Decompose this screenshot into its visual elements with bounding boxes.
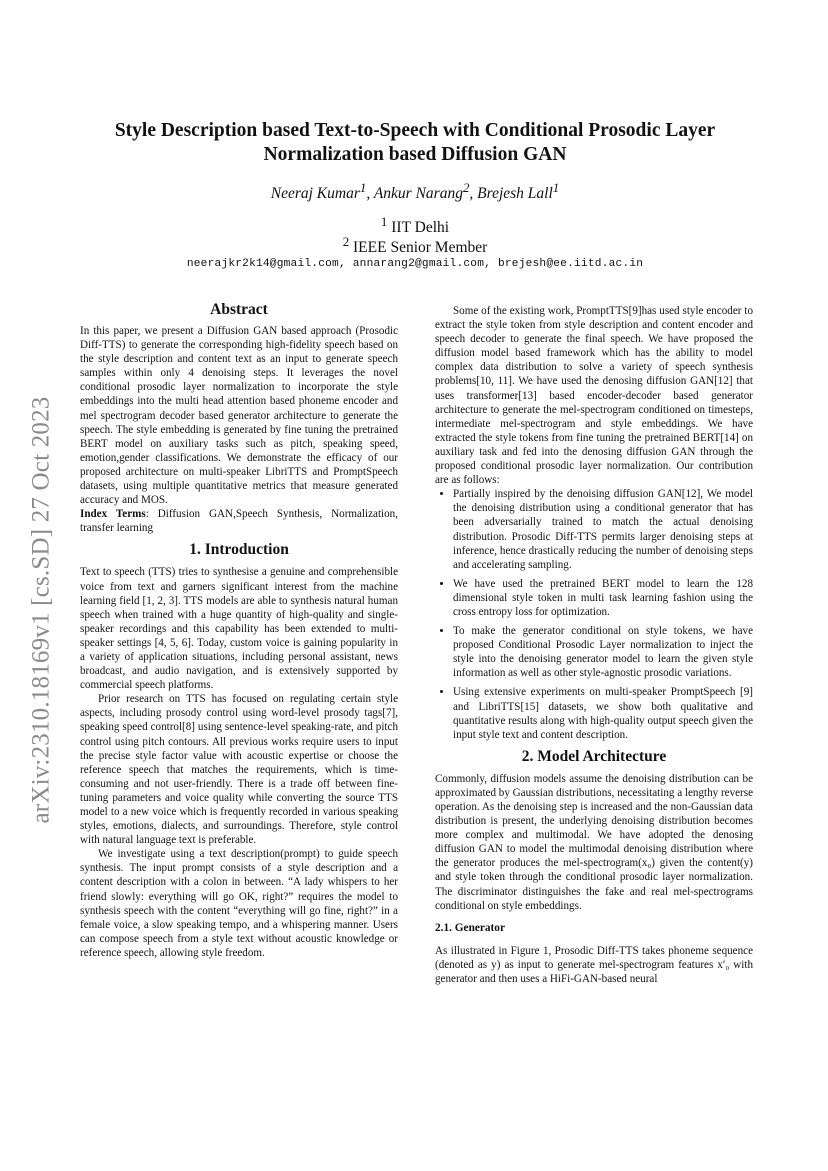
left-column bbox=[80, 300, 398, 960]
list-item: • Using extensive experiments on multi-speaker PromptSpeech [9] and LibriTTS[15] datasets, we show both qualitative and quantitative results along with high-quality output speech given the input style text and content description. bbox=[453, 685, 753, 741]
author-name: Neeraj Kumar bbox=[270, 185, 360, 203]
title-line-2: Normalization based Diffusion GAN bbox=[263, 144, 567, 165]
author-affil-mark: 2 bbox=[462, 180, 470, 195]
author-list: Neeraj Kumar$^1$, Ankur Narang$^2$, Brejesh Lall$^1$ bbox=[270, 180, 560, 203]
author-affil-mark: 1 bbox=[359, 180, 367, 195]
affil-mark: 1 bbox=[380, 214, 388, 229]
affil-name: IEEE Senior Member bbox=[353, 239, 488, 257]
index-terms-text: : Diffusion GAN,Speech Synthesis, Normalization, transfer learning bbox=[80, 508, 398, 535]
contribution-intro: Some of the existing work, PromptTTS[9]has used style encoder to extract the style token from style description and content encoder and speech decoder to generate the final speech. We have proposed the diffusion model based framework which has the ability to model complex data distribution to solve a variety of speech synthesis problems[10, 11]. We have used the denosing diffusion GAN[12] that uses transformer[13] based encoder-decoder based generator architecture to generate the mel-spectrogram conditioned on timesteps, intermediate mel-spectrogram and style embeddings. We have extracted the style tokens from fine tuning the pretrained BERT[14] on auxiliary task and fed into the denosing diffusion GAN through the proposed conditional prosodic layer normalization. Our contribution are as follows: bbox=[435, 305, 753, 487]
affil-name: IIT Delhi bbox=[391, 219, 450, 237]
intro-paragraph-3: We investigate using a text description(prompt) to guide speech synthesis. The input prompt consists of a style description and a content description with a colon in between. “A lady whispers to her friend slowly: everything will go OK, right?” requires the model to synthesis speech with the content “everything will go fine, right?” in a female voice, a slow speaking tempo, and a whispering manner. Users can compose speech from a style text without acoustic knowledge or reference speech, allowing style freedom. bbox=[80, 848, 398, 959]
list-item: • Partially inspired by the denoising diffusion GAN[12], We model the denoising distribution using a conditional generator that has been adversarially trained to match the actual denoising distribution. Prosodic Diff-TTS permits larger denoising steps at inference, hence drastically reducing the number of denoising steps and accelerating sampling. bbox=[453, 487, 753, 572]
author-name: Brejesh Lall bbox=[477, 185, 553, 203]
author-emails: neerajkr2k14@gmail.com, annarang2@gmail.com, brejesh@ee.iitd.ac.in bbox=[186, 258, 644, 270]
affiliation-2 bbox=[80, 234, 750, 257]
right-column bbox=[435, 304, 753, 986]
arxiv-stamp: arXiv:2310.18169v1 [cs.SD] 27 Oct 2023 bbox=[27, 396, 54, 824]
index-terms-label: Index Terms bbox=[80, 508, 146, 521]
list-item: • To make the generator conditional on style tokens, we have proposed Conditional Prosodic Layer normalization to inject the style into the denoising generator model to learn the given style information as well as other style-agnostic prosodic variations. bbox=[453, 624, 753, 680]
affil-mark: 2 bbox=[342, 234, 350, 249]
index-terms bbox=[80, 507, 398, 535]
generator-heading: 2.1. Generator bbox=[435, 921, 505, 934]
architecture-text: Commonly, diffusion models assume the denoising distribution can be approximated by Gaussian distributions, necessitating a lengthy reverse operation. As the denoising step is increased and the non-Gaussian data distribution is present, the underlying denoising distribution becomes more complex and multimodal. We have adopted the denosing diffusion GAN to model the multimodal denoising distribution where the generator produces the mel-spectrogram(x₀) given the content(y) and style token through the conditional prosodic layer normalization. The discriminator distinguishes the fake and real mel-spectrograms conditional on style embeddings. bbox=[435, 772, 753, 912]
abstract-text: In this paper, we present a Diffusion GAN based approach (Prosodic Diff-TTS) to generate the corresponding high-fidelity speech based on the style description and content text as an input to generate speech samples within only 4 denoising steps. It leverages the novel conditional prosodic layer normalization to incorporate the style embeddings into the multi head attention based phoneme encoder and mel spectrogram decoder based generator architecture to generate the speech. The style embedding is generated by fine tuning the pretrained BERT model on auxiliary tasks such as pitch, speaking speed, emotion,gender classifications. We demonstrate the efficacy of our proposed architecture on multi-speaker LibriTTS and PromptSpeech datasets, using multiple quantitative metrics that measure generated accuracy and MOS. bbox=[80, 325, 398, 507]
intro-paragraph-2: Prior research on TTS has focused on regulating certain style aspects, including prosody control using word-level prosody tags[7], speaking speed control[8] using sentence-level speaking-rate, and pitch control using pitch contours. All previous works require users to input the precise style factor value with acoustic expertise or choose the reference speech that matches the requirements, which is time-consuming and not user-friendly. There is a trade off between fine-tuning parameters and voice quality while converting the source TTS model to a new voice which is frequently recorded in various speaking styles, emotions, dialects, and surroundings. Therefore, style control with natural language text is preferable. bbox=[80, 693, 398, 847]
architecture-heading: 2. Model Architecture bbox=[521, 747, 667, 765]
author-name: Ankur Narang bbox=[373, 185, 463, 203]
intro-paragraph-1: Text to speech (TTS) tries to synthesise a genuine and comprehensible voice from text and garners significant interest from the machine learning field [1, 2, 3]. TTS models are able to synthesis natural human speech when trained with a huge quantity of high-quality and single-speaker recordings and this capability has been extended to multi-speaker settings [4, 5, 6]. Today, custom voice is gaining popularity in a variety of application situations, including personal assistant, news broadcast, and audio navigation, and is extensively supported by commercial speech platforms. bbox=[80, 566, 398, 692]
title-line-1: Style Description based Text-to-Speech with Conditional Prosodic Layer bbox=[114, 120, 716, 141]
paper-title bbox=[80, 119, 750, 167]
author-affil-mark: 1 bbox=[552, 180, 560, 195]
intro-heading: 1. Introduction bbox=[189, 541, 289, 559]
contribution-list bbox=[435, 487, 753, 742]
list-item: • We have used the pretrained BERT model to learn the 128 dimensional style token in multi task learning fashion using the cross entropy loss for optimization. bbox=[453, 577, 753, 619]
abstract-heading: Abstract bbox=[210, 301, 268, 318]
generator-text: As illustrated in Figure 1, Prosodic Diff-TTS takes phoneme sequence (denoted as y) as input to generate mel-spectrogram features x′₀ with generator and then uses a HiFi-GAN-based neural bbox=[435, 944, 753, 986]
